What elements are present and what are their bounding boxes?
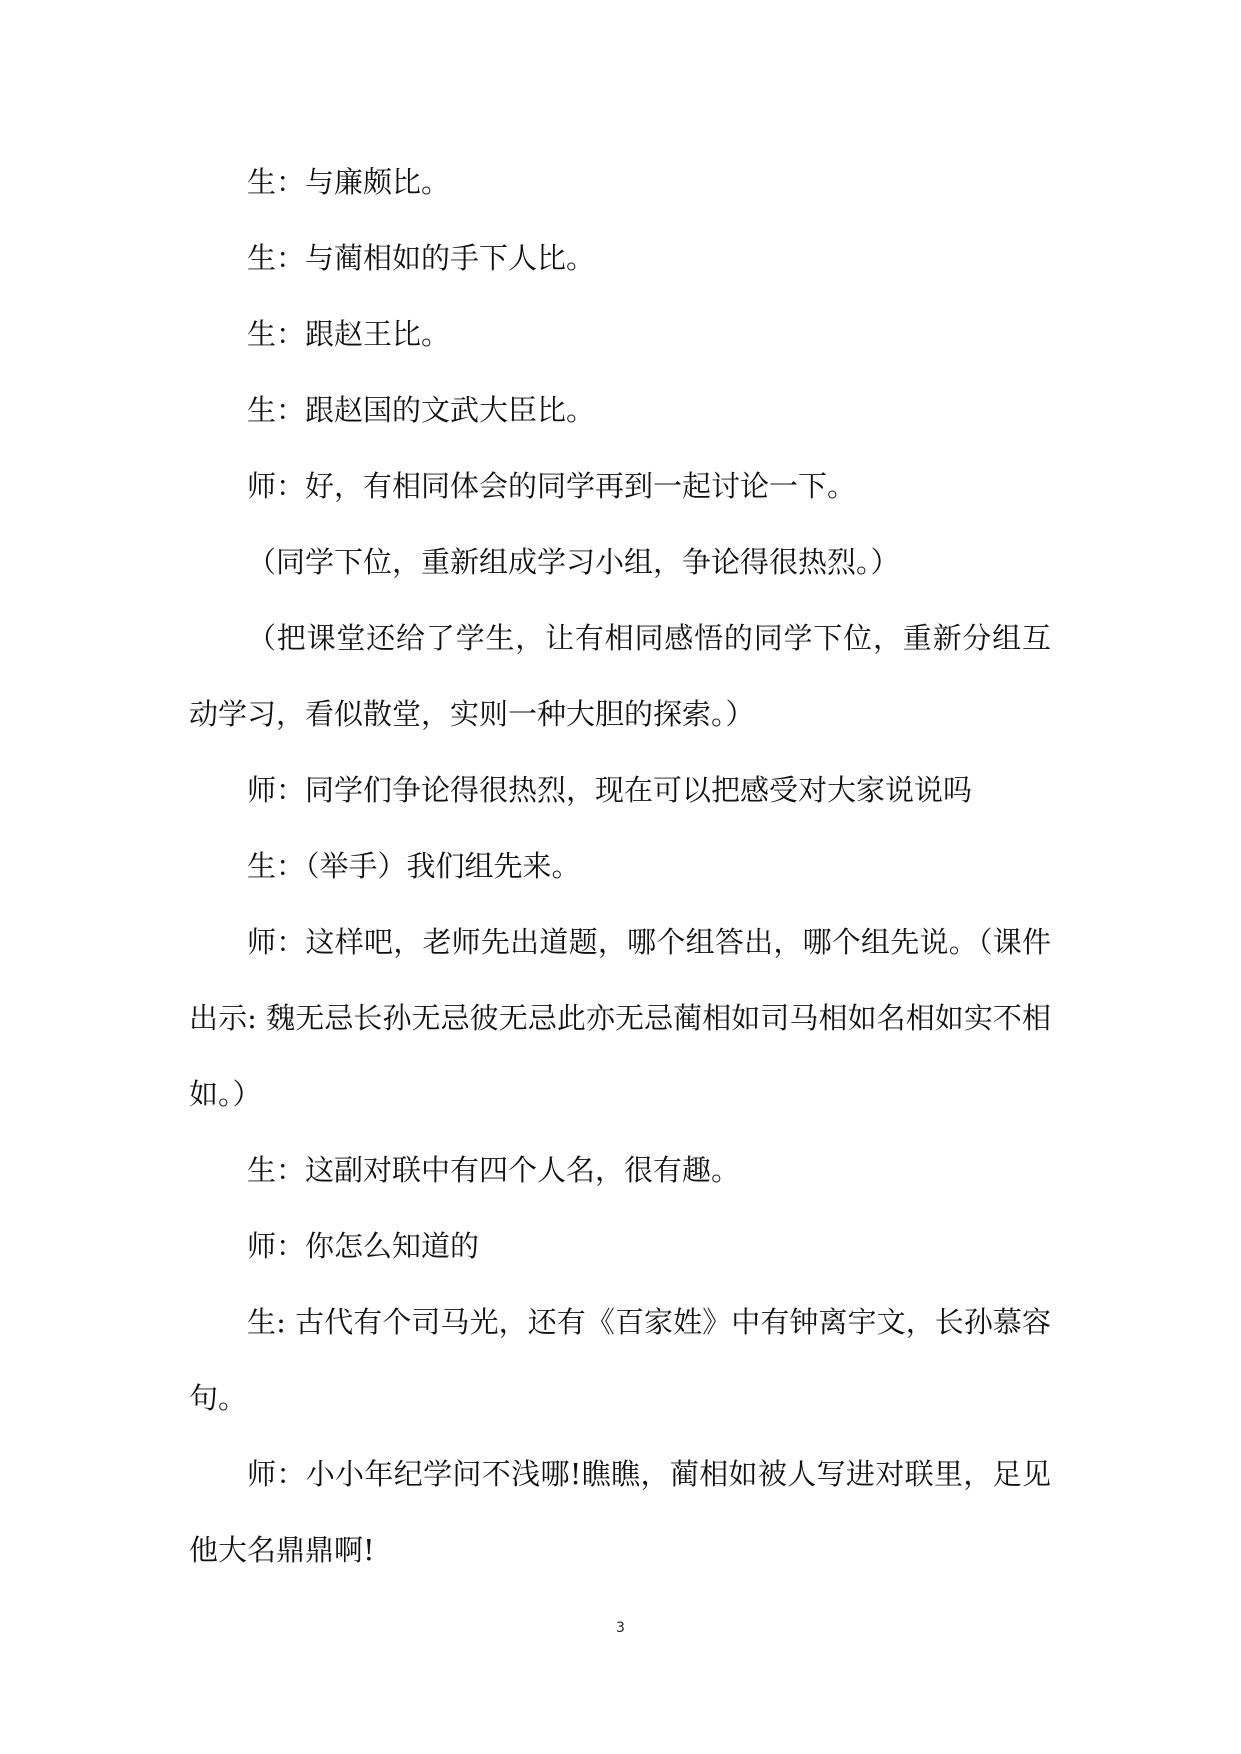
paragraph: 师：这样吧，老师先出道题，哪个组答出，哪个组先说。（课件出示: 魏无忌长孙无忌彼无忌此亦无忌蔺相如司马相如名相如实不相如。） (189, 925, 1051, 1111)
paragraph: （把课堂还给了学生，让有相同感悟的同学下位，重新分组互动学习，看似散堂，实则一种大胆的探索。） (189, 621, 1051, 731)
paragraph: 生：（举手）我们组先来。 (247, 849, 581, 883)
document-body (189, 144, 1051, 1588)
paragraph: 生：与蔺相如的手下人比。 (247, 241, 596, 275)
paragraph: 生: 古代有个司马光，还有《百家姓》中有钟离宇文，长孙慕容句。 (189, 1305, 1051, 1415)
paragraph: （同学下位，重新组成学习小组，争论得很热烈。） (247, 545, 900, 579)
paragraph: 师：你怎么知道的 (247, 1229, 480, 1263)
paragraph: 生：这副对联中有四个人名，很有趣。 (247, 1153, 741, 1187)
page-number: 3 (616, 1620, 625, 1636)
paragraph: 生：与廉颇比。 (247, 165, 451, 199)
paragraph: 生：跟赵王比。 (247, 317, 451, 351)
paragraph: 师：好，有相同体会的同学再到一起讨论一下。 (247, 469, 857, 503)
paragraph: 师：小小年纪学问不浅哪!瞧瞧，蔺相如被人写进对联里，足见他大名鼎鼎啊! (189, 1457, 1051, 1567)
paragraph: 师：同学们争论得很热烈，现在可以把感受对大家说说吗 (247, 773, 973, 807)
paragraph: 生：跟赵国的文武大臣比。 (247, 393, 596, 427)
